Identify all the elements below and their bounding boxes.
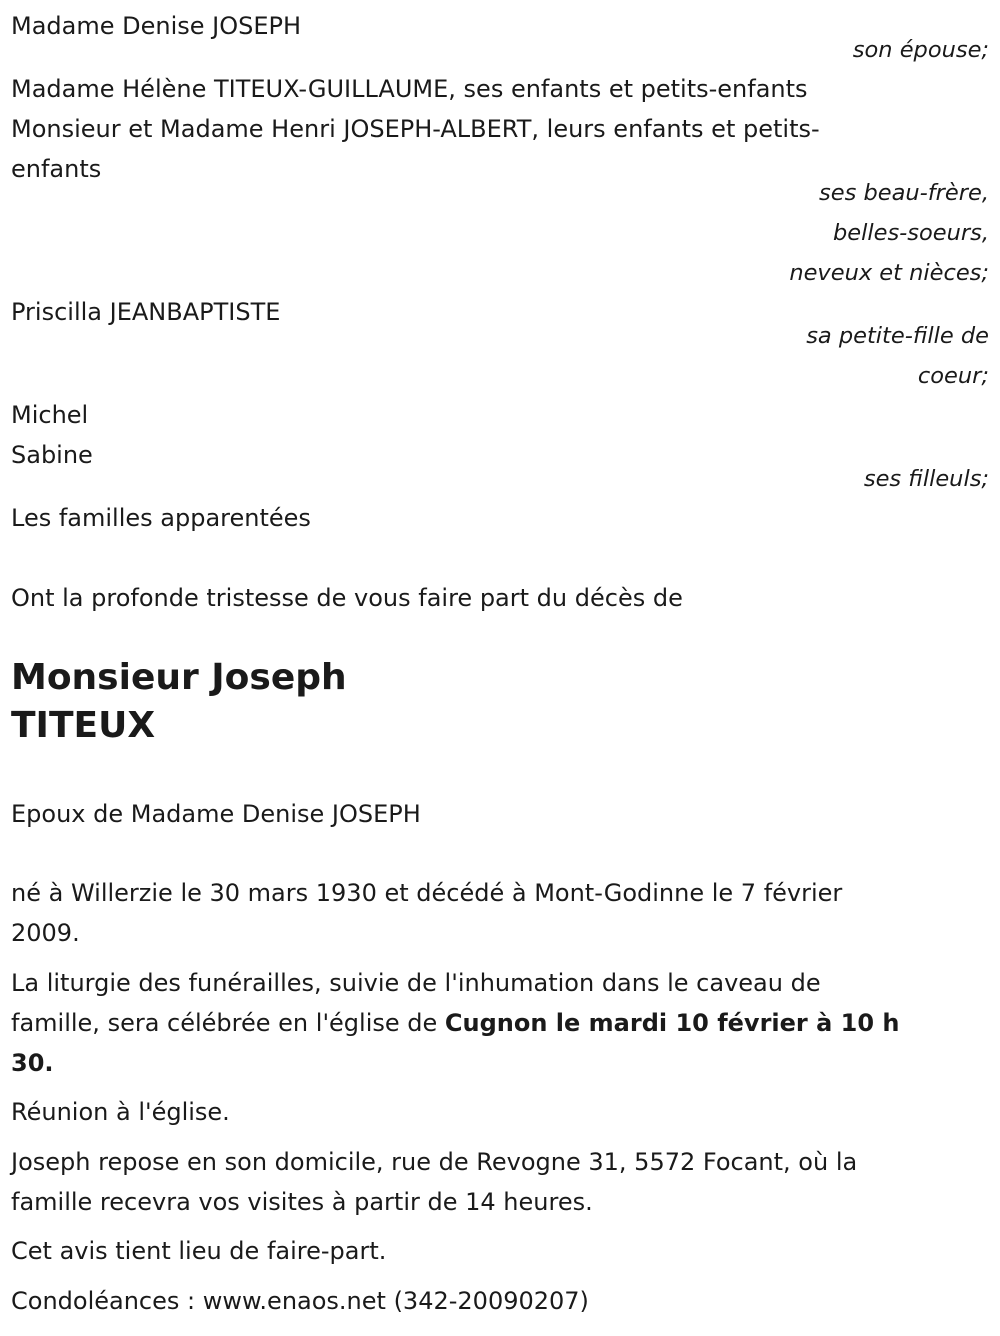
relation-label: son épouse; (852, 37, 989, 63)
notice-line: Cet avis tient lieu de faire-part. (11, 1237, 387, 1265)
relation-label: belles-soeurs, (832, 220, 989, 246)
deceased-last-name: TITEUX (11, 705, 156, 746)
family-name-line: enfants (11, 155, 102, 183)
funeral-date: Cugnon le mardi 10 février à 10 h (444, 1009, 900, 1037)
condolences-label: Condoléances : (11, 1287, 203, 1315)
family-name-line: Madame Hélène TITEUX-GUILLAUME, ses enfants et petits-enfants (11, 75, 808, 103)
family-name-line: Madame Denise JOSEPH (11, 12, 302, 40)
rest-line: famille recevra vos visites à partir de 14 heures. (11, 1188, 593, 1216)
funeral-text: famille, sera célébrée en l'église de (11, 1009, 445, 1037)
reunion-line: Réunion à l'église. (11, 1098, 230, 1126)
condolences-ref: (342-20090207) (385, 1287, 589, 1315)
relation-label: ses filleuls; (863, 466, 989, 492)
family-name-line: Sabine (11, 441, 93, 469)
funeral-time: 30. (11, 1049, 54, 1077)
spouse-line: Epoux de Madame Denise JOSEPH (11, 800, 421, 828)
condolences-line (11, 1281, 589, 1321)
birth-death-line: 2009. (11, 919, 80, 947)
rest-line: Joseph repose en son domicile, rue de Revogne 31, 5572 Focant, où la (11, 1148, 858, 1176)
family-name-line: Les familles apparentées (11, 504, 311, 532)
relation-label: coeur; (917, 363, 989, 389)
family-name-line: Priscilla JEANBAPTISTE (11, 298, 281, 326)
funeral-line: La liturgie des funérailles, suivie de l'inhumation dans le caveau de (11, 969, 821, 997)
birth-death-line: né à Willerzie le 30 mars 1930 et décédé à Mont-Godinne le 7 février (11, 879, 843, 907)
announcement-text: Ont la profonde tristesse de vous faire part du décès de (11, 584, 683, 612)
condolences-link[interactable]: www.enaos.net (202, 1287, 386, 1315)
family-name-line: Michel (11, 401, 89, 429)
relation-label: ses beau-frère, (819, 180, 989, 206)
family-name-line: Monsieur et Madame Henri JOSEPH-ALBERT, leurs enfants et petits- (11, 115, 820, 143)
funeral-line (11, 1003, 900, 1043)
relation-label: sa petite-fille de (806, 323, 989, 349)
relation-label: neveux et nièces; (789, 260, 989, 286)
deceased-first-name: Monsieur Joseph (11, 657, 347, 698)
